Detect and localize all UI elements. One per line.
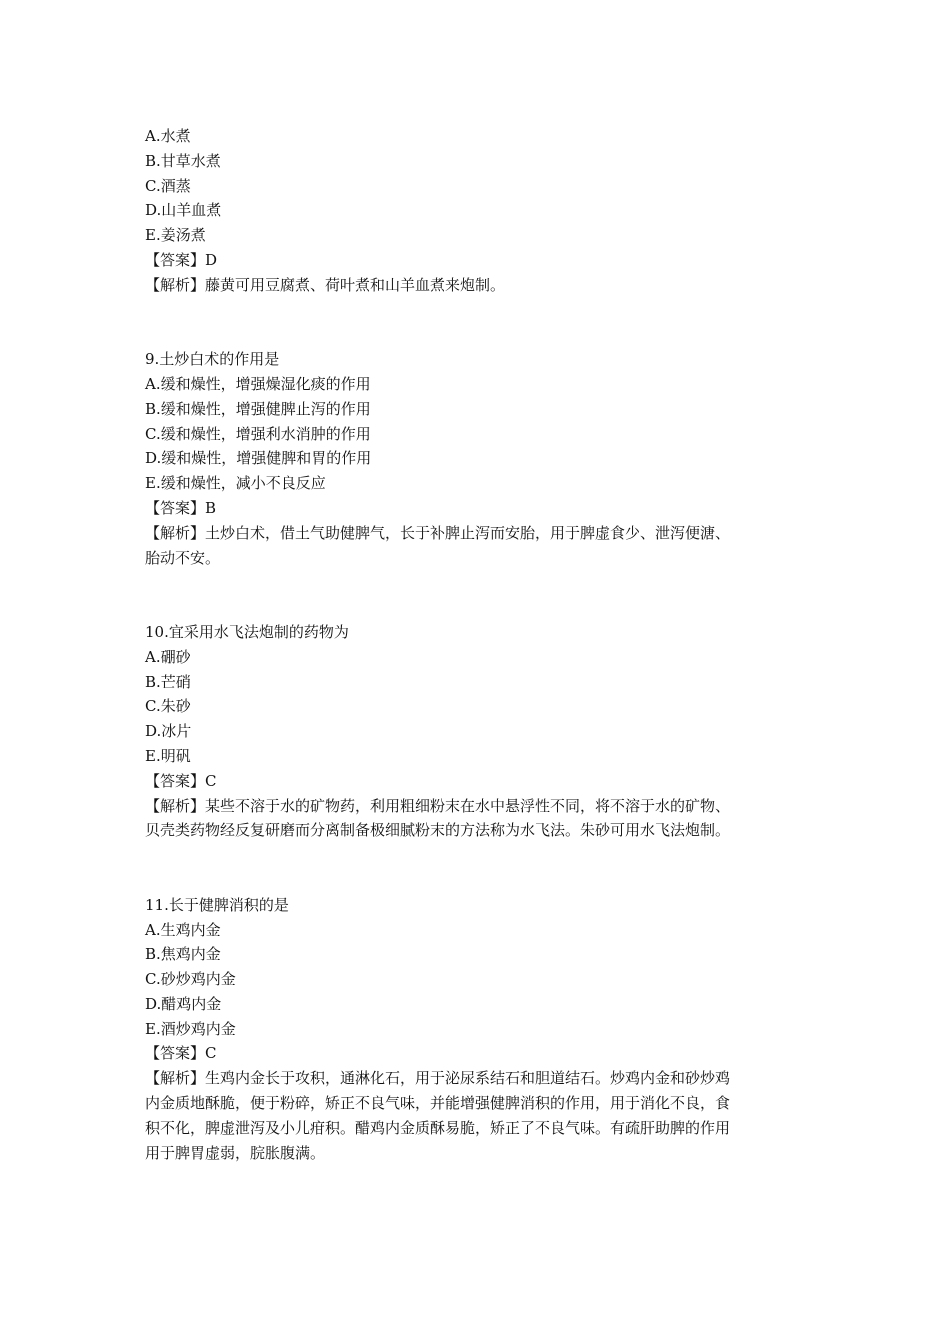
analysis-line: 【解析】某些不溶于水的矿物药，利用粗细粉末在水中悬浮性不同，将不溶于水的矿物、 bbox=[145, 796, 731, 815]
option-a: A.生鸡内金 bbox=[145, 920, 221, 939]
option-e: E.姜汤煮 bbox=[145, 226, 206, 245]
analysis-line: 【解析】土炒白术，借土气助健脾气，长于补脾止泻而安胎，用于脾虚食少、泄泻便溏、 bbox=[145, 523, 731, 542]
option-a: A.水煮 bbox=[145, 127, 191, 145]
option-d: D.醋鸡内金 bbox=[145, 994, 222, 1013]
option-a: A.缓和燥性，增强燥湿化痰的作用 bbox=[145, 374, 371, 393]
option-b: B.芒硝 bbox=[145, 672, 191, 691]
question-11 bbox=[145, 893, 810, 1166]
spacer bbox=[145, 570, 810, 620]
question-9 bbox=[145, 347, 810, 570]
option-b: B.焦鸡内金 bbox=[145, 945, 221, 964]
question-8-tail bbox=[145, 124, 810, 298]
document-content bbox=[145, 124, 810, 1165]
option-a: A.硼砂 bbox=[145, 647, 191, 666]
option-b: B.甘草水煮 bbox=[145, 151, 221, 170]
answer: 【答案】D bbox=[145, 250, 218, 269]
analysis-line: 内金质地酥脆，便于粉碎，矫正不良气味，并能增强健脾消积的作用，用于消化不良，食 bbox=[145, 1094, 731, 1113]
analysis-line: 贝壳类药物经反复研磨而分离制备极细腻粉末的方法称为水飞法。朱砂可用水飞法炮制。 bbox=[145, 821, 731, 840]
option-d: D.冰片 bbox=[145, 722, 192, 741]
option-d: D.山羊血煮 bbox=[145, 201, 222, 220]
question-stem: 11.长于健脾消积的是 bbox=[145, 895, 289, 914]
spacer bbox=[145, 298, 810, 348]
question-stem: 9.土炒白术的作用是 bbox=[145, 350, 280, 369]
answer: 【答案】C bbox=[145, 1044, 217, 1063]
answer: 【答案】B bbox=[145, 498, 217, 517]
option-e: E.酒炒鸡内金 bbox=[145, 1019, 236, 1038]
answer: 【答案】C bbox=[145, 771, 217, 790]
option-e: E.明矾 bbox=[145, 746, 191, 765]
option-e: E.缓和燥性，减小不良反应 bbox=[145, 474, 326, 493]
analysis: 【解析】藤黄可用豆腐煮、荷叶煮和山羊血煮来炮制。 bbox=[145, 275, 506, 294]
spacer bbox=[145, 843, 810, 893]
option-b: B.缓和燥性，增强健脾止泻的作用 bbox=[145, 399, 371, 418]
question-stem: 10.宜采用水飞法炮制的药物为 bbox=[145, 622, 349, 641]
option-c: C.砂炒鸡内金 bbox=[145, 970, 236, 989]
option-c: C.酒蒸 bbox=[145, 176, 191, 195]
option-c: C.缓和燥性，增强利水消肿的作用 bbox=[145, 424, 371, 443]
option-c: C.朱砂 bbox=[145, 697, 191, 716]
analysis-line: 【解析】生鸡内金长于攻积，通淋化石，用于泌尿系结石和胆道结石。炒鸡内金和砂炒鸡 bbox=[145, 1069, 731, 1088]
option-d: D.缓和燥性，增强健脾和胃的作用 bbox=[145, 449, 372, 468]
analysis-line: 用于脾胃虚弱，脘胀腹满。 bbox=[145, 1143, 326, 1162]
analysis-line: 胎动不安。 bbox=[145, 548, 221, 567]
analysis-line: 积不化，脾虚泄泻及小儿疳积。醋鸡内金质酥易脆，矫正了不良气味。有疏肝助脾的作用 bbox=[145, 1118, 731, 1137]
question-10 bbox=[145, 620, 810, 843]
